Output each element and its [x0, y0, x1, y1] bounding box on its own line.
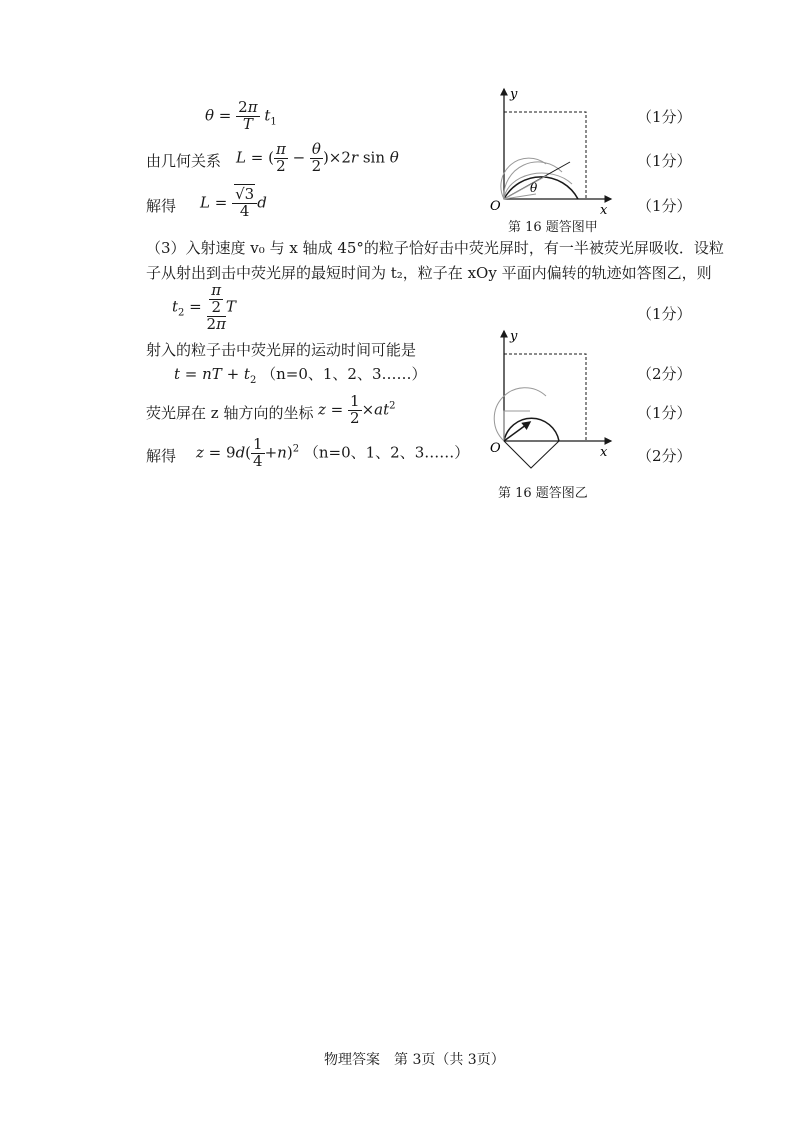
motion-time-label: 射入的粒子击中荧光屏的运动时间可能是 [146, 341, 417, 359]
paragraph-3-line2: 子从射出到击中荧光屏的最短时间为 t₂，粒子在 xOy 平面内偏转的轨迹如答图乙，则 [146, 264, 712, 282]
formula-L-result: L = $\frac{√3}{4}$ d [200, 185, 267, 220]
paragraph-3-line1: （3）入射速度 v₀ 与 x 轴成 45°的粒子恰好击中荧光屏时，有一半被荧光屏吸收．设粒 [146, 239, 724, 257]
trajectory-arc [504, 418, 559, 441]
figure-a [486, 84, 616, 234]
score-4: （1分） [637, 305, 692, 323]
score-5: （2分） [637, 365, 692, 383]
score-2: （1分） [637, 152, 692, 170]
y-label: y [510, 87, 518, 102]
geometry-label: 由几何关系 [146, 152, 222, 170]
score-1: （1分） [637, 108, 692, 126]
x-label: x [600, 445, 608, 460]
formula-z-result: z = 9d( $\frac{1}{4}$ +n)$^2$ （n=0、1、2、3……） [196, 435, 470, 470]
score-3: （1分） [637, 197, 692, 215]
screen-boundary [504, 112, 586, 199]
formula-z: z = $\frac{1}{2}$ $\times at^2$ [318, 392, 396, 427]
n-condition-1: （n=0、1、2、3……） [261, 365, 427, 383]
screen-boundary [504, 354, 586, 441]
y-label: y [510, 329, 518, 344]
page-footer: 物理答案 第 3页（共 3页） [324, 1052, 505, 1068]
formula-t: t = nT + $t_2$ （n=0、1、2、3……） [174, 365, 427, 386]
z-coordinate-label: 荧光屏在 z 轴方向的坐标 [146, 404, 314, 422]
solve-label-1: 解得 [146, 197, 177, 215]
origin-label: O [490, 441, 501, 456]
n-condition-2: （n=0、1、2、3……） [303, 443, 470, 462]
x-label: x [600, 203, 608, 218]
formula-L: L = ( $\frac{\pi}{2}$ − $\frac{\theta}{2}$ )×2r sin θ [236, 140, 399, 175]
theta-label: θ [530, 181, 538, 195]
solve-label-2: 解得 [146, 447, 177, 465]
score-6: （1分） [637, 404, 692, 422]
figure-b [486, 326, 616, 476]
formula-theta: θ = $\frac{2\pi}{T}$ $t_1$ [205, 98, 277, 133]
formula-t2: $t_2$ = $\frac{\frac{\pi}{2}}{2\pi}$ T [172, 281, 236, 333]
figure-b-caption: 第 16 题答图乙 [498, 486, 588, 501]
score-7: （2分） [637, 447, 692, 465]
trajectory-wedge [504, 441, 559, 468]
figure-a-caption: 第 16 题答图甲 [508, 220, 598, 235]
origin-label: O [490, 199, 501, 214]
